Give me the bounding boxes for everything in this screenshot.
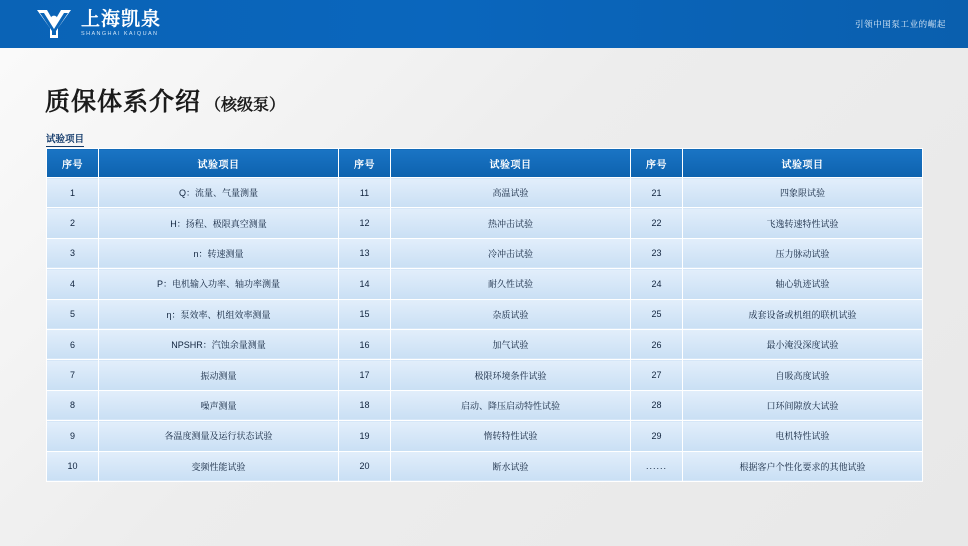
table-cell: 27 bbox=[631, 360, 683, 390]
table-cell: 19 bbox=[339, 421, 391, 451]
company-logo bbox=[34, 0, 161, 48]
header-slogan: 引领中国泵工业的崛起 bbox=[854, 19, 946, 29]
table-cell: 24 bbox=[631, 269, 683, 299]
table-row bbox=[47, 208, 923, 238]
page-title-main: 质保体系介绍 bbox=[45, 88, 202, 116]
table-cell: 口环间隙放大试验 bbox=[683, 390, 923, 420]
slide-header-bar bbox=[0, 0, 968, 48]
table-cell: 根据客户个性化要求的其他试验 bbox=[683, 451, 923, 481]
table-cell: 16 bbox=[339, 329, 391, 359]
page-title-sub: （核级泵） bbox=[205, 97, 286, 114]
table-row bbox=[47, 421, 923, 451]
test-items-table-wrap bbox=[46, 148, 922, 482]
logo-text-cn: 上海凯泉 bbox=[81, 9, 162, 31]
table-row bbox=[47, 238, 923, 268]
table-cell: 飞逸转速特性试验 bbox=[683, 208, 923, 238]
table-cell: 变频性能试验 bbox=[99, 451, 339, 481]
table-cell: 惰转特性试验 bbox=[391, 421, 631, 451]
table-row bbox=[47, 299, 923, 329]
table-cell: 17 bbox=[339, 360, 391, 390]
table-cell: 21 bbox=[631, 178, 683, 208]
table-cell: 各温度测量及运行状态试验 bbox=[99, 421, 339, 451]
table-cell: 22 bbox=[631, 208, 683, 238]
table-cell: 29 bbox=[631, 421, 683, 451]
table-cell: 15 bbox=[339, 299, 391, 329]
table-cell: 18 bbox=[339, 390, 391, 420]
table-cell: 高温试验 bbox=[391, 178, 631, 208]
table-cell: 轴心轨迹试验 bbox=[683, 269, 923, 299]
table-header-cell: 序号 bbox=[631, 149, 683, 178]
table-cell: 加气试验 bbox=[391, 329, 631, 359]
table-header-cell: 试验项目 bbox=[99, 149, 339, 178]
table-row bbox=[47, 390, 923, 420]
table-header-cell: 试验项目 bbox=[683, 149, 923, 178]
kaiquan-logo-icon bbox=[34, 7, 74, 41]
table-body bbox=[47, 178, 923, 482]
table-cell: 12 bbox=[339, 208, 391, 238]
logo-text bbox=[81, 10, 161, 38]
table-cell: 噪声测量 bbox=[99, 390, 339, 420]
table-cell: 23 bbox=[631, 238, 683, 268]
table-cell: 热冲击试验 bbox=[391, 208, 631, 238]
table-row bbox=[47, 269, 923, 299]
table-cell: 断水试验 bbox=[391, 451, 631, 481]
table-cell: 自吸高度试验 bbox=[683, 360, 923, 390]
section-label: 试验项目 bbox=[46, 131, 84, 147]
table-cell: η：泵效率、机组效率测量 bbox=[99, 299, 339, 329]
table-cell: 5 bbox=[47, 299, 99, 329]
table-cell: 8 bbox=[47, 390, 99, 420]
table-row bbox=[47, 178, 923, 208]
table-cell: 冷冲击试验 bbox=[391, 238, 631, 268]
table-cell: 26 bbox=[631, 329, 683, 359]
table-cell: 最小淹没深度试验 bbox=[683, 329, 923, 359]
table-cell: 25 bbox=[631, 299, 683, 329]
table-cell: 杂质试验 bbox=[391, 299, 631, 329]
table-row bbox=[47, 360, 923, 390]
table-cell: 20 bbox=[339, 451, 391, 481]
table-cell: 7 bbox=[47, 360, 99, 390]
table-header-cell: 试验项目 bbox=[391, 149, 631, 178]
table-cell: 13 bbox=[339, 238, 391, 268]
table-cell: 四象限试验 bbox=[683, 178, 923, 208]
table-cell: 耐久性试验 bbox=[391, 269, 631, 299]
table-cell: 电机特性试验 bbox=[683, 421, 923, 451]
table-cell: 压力脉动试验 bbox=[683, 238, 923, 268]
table-header-row bbox=[47, 149, 923, 178]
table-cell: n：转速测量 bbox=[99, 238, 339, 268]
table-cell: 10 bbox=[47, 451, 99, 481]
table-cell: 2 bbox=[47, 208, 99, 238]
table-row bbox=[47, 329, 923, 359]
table-cell: 3 bbox=[47, 238, 99, 268]
table-cell: 极限环境条件试验 bbox=[391, 360, 631, 390]
table-cell: ...... bbox=[631, 451, 683, 481]
table-cell: 9 bbox=[47, 421, 99, 451]
table-cell: NPSHR：汽蚀余量测量 bbox=[99, 329, 339, 359]
table-cell: 成套设备或机组的联机试验 bbox=[683, 299, 923, 329]
table-header-cell: 序号 bbox=[47, 149, 99, 178]
table-header-cell: 序号 bbox=[339, 149, 391, 178]
table-cell: 振动测量 bbox=[99, 360, 339, 390]
logo-text-en: SHANGHAI KAIQUAN bbox=[81, 31, 159, 38]
table-cell: 14 bbox=[339, 269, 391, 299]
table-cell: 1 bbox=[47, 178, 99, 208]
table-cell: Q：流量、气量测量 bbox=[99, 178, 339, 208]
table-cell: 28 bbox=[631, 390, 683, 420]
table-row bbox=[47, 451, 923, 481]
page-title bbox=[45, 82, 285, 118]
table-cell: P：电机输入功率、轴功率测量 bbox=[99, 269, 339, 299]
table-cell: 11 bbox=[339, 178, 391, 208]
table-cell: 启动、降压启动特性试验 bbox=[391, 390, 631, 420]
test-items-table bbox=[46, 148, 923, 482]
table-cell: 4 bbox=[47, 269, 99, 299]
table-cell: H：扬程、极限真空测量 bbox=[99, 208, 339, 238]
table-cell: 6 bbox=[47, 329, 99, 359]
